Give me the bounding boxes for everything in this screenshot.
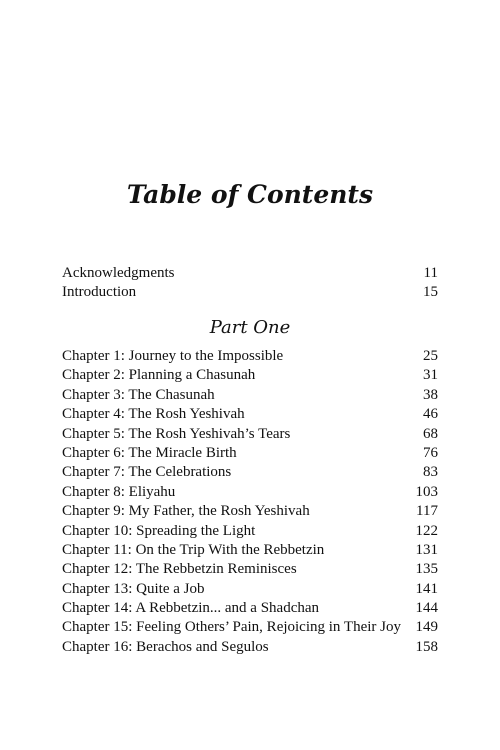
toc-entry-chapter-4[interactable] (62, 405, 438, 424)
toc-entry-chapter-1[interactable] (62, 347, 438, 366)
toc-entry-page: 31 (423, 367, 438, 384)
toc-entry-page: 38 (423, 386, 438, 403)
toc-entry-page: 11 (423, 265, 438, 281)
toc-entry-label: Chapter 14: A Rebbetzin... and a Shadchan (62, 600, 320, 617)
toc-entry-label: Acknowledgments (62, 265, 175, 281)
toc-entry-label: Chapter 6: The Miracle Birth (62, 444, 237, 461)
chapter-list (62, 347, 438, 657)
toc-entry-chapter-2[interactable] (62, 366, 438, 385)
toc-entry-label: Chapter 9: My Father, the Rosh Yeshivah (62, 503, 310, 520)
toc-entry-chapter-13[interactable] (62, 580, 438, 599)
toc-entry-label: Chapter 4: The Rosh Yeshivah (62, 406, 245, 423)
toc-entry-chapter-16[interactable] (62, 638, 438, 657)
toc-entry-label: Chapter 7: The Celebrations (62, 464, 232, 481)
toc-entry-label: Chapter 13: Quite a Job (62, 580, 205, 597)
toc-entry-page: 103 (415, 483, 438, 500)
toc-entry-acknowledgments[interactable] (62, 264, 438, 283)
toc-entry-chapter-12[interactable] (62, 560, 438, 579)
toc-entry-label: Chapter 15: Feeling Others’ Pain, Rejoicing in Their Joy (62, 619, 401, 636)
toc-entry-label: Chapter 5: The Rosh Yeshivah’s Tears (62, 425, 291, 442)
toc-entry-page: 83 (423, 464, 438, 481)
toc-entry-page: 141 (415, 580, 438, 597)
page-title: Table of Contents (126, 179, 374, 209)
toc-entry-label: Chapter 12: The Rebbetzin Reminisces (62, 561, 297, 578)
toc-entry-label: Chapter 2: Planning a Chasunah (62, 367, 256, 384)
toc-entry-page: 135 (415, 561, 438, 578)
part-heading: Part One (209, 317, 291, 338)
toc-entry-page: 46 (423, 406, 438, 423)
toc-entry-chapter-3[interactable] (62, 386, 438, 405)
toc-entry-label: Chapter 3: The Chasunah (62, 386, 215, 403)
toc-entry-chapter-15[interactable] (62, 618, 438, 637)
toc-entry-introduction[interactable] (62, 283, 438, 302)
toc-entry-chapter-9[interactable] (62, 502, 438, 521)
toc-entry-label: Chapter 8: Eliyahu (62, 483, 176, 500)
toc-entry-label: Introduction (62, 284, 137, 301)
toc-entry-chapter-5[interactable] (62, 425, 438, 444)
toc-entry-label: Chapter 1: Journey to the Impossible (62, 348, 284, 364)
toc-entry-page: 122 (415, 522, 438, 539)
toc-entry-page: 131 (415, 541, 438, 558)
toc-entry-chapter-7[interactable] (62, 463, 438, 482)
toc-entry-label: Chapter 10: Spreading the Light (62, 522, 256, 539)
toc-entry-chapter-6[interactable] (62, 444, 438, 463)
toc-entry-page: 149 (415, 619, 438, 636)
toc-entry-page: 158 (415, 638, 438, 655)
toc-entry-page: 15 (423, 284, 438, 301)
toc-entry-page: 117 (416, 503, 438, 520)
toc-entry-label: Chapter 11: On the Trip With the Rebbetzin (62, 541, 325, 558)
toc-entry-chapter-11[interactable] (62, 541, 438, 560)
toc-entry-page: 76 (423, 444, 438, 461)
toc-entry-page: 25 (423, 348, 438, 364)
toc-entry-page: 68 (423, 425, 438, 442)
toc-entry-page: 144 (415, 600, 438, 617)
toc-entry-chapter-10[interactable] (62, 522, 438, 541)
toc-entry-chapter-14[interactable] (62, 599, 438, 618)
toc-entry-chapter-8[interactable] (62, 483, 438, 502)
front-matter-list (62, 264, 438, 303)
toc-entry-label: Chapter 16: Berachos and Segulos (62, 638, 269, 655)
